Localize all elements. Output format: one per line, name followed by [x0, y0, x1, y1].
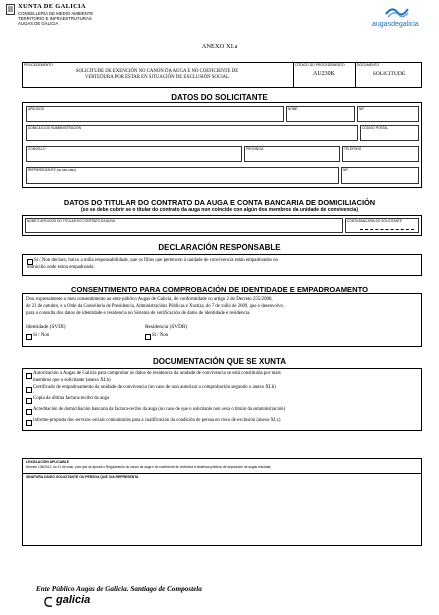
document-type: SOLICITUDE	[372, 71, 406, 77]
org-line-2: CONSELLERÍA DE MEDIO AMBIENTE	[18, 11, 94, 16]
doc-checkbox-2[interactable]	[26, 387, 32, 393]
doc-item-4: Acreditación de domiciliación bancaria da factura-recibo da auga (no caso de que o solicitante non sexa o titular da subministración)	[33, 407, 286, 412]
water-drop-icon	[384, 4, 410, 20]
legislation-text: Decreto 136/2012, do 31 de maio, polo que se aproba o Regulamento do canon da auga e do coeficiente de vertedura a sistemas públicos de depuración de augas residuais	[26, 465, 271, 469]
procedure-label: PROCEDEMENTO	[24, 63, 53, 67]
doc-item-1: Autorización a Augas de Galicia para comprobar os datos de residencia da unidade de convivencia se está constituída por máis	[33, 371, 281, 376]
doc-item-2: Certificado de empadroamento da unidade de convivencia (no caso de non autorizar a comprobación segundo o anexo XI.b)	[33, 385, 276, 390]
consent-line-1: Dou expresamente o meu consentimento ao ente público Augas de Galicia, de conformidade co artigo 2 do Decreto 255/2008,	[26, 297, 273, 302]
doc-checkbox-5[interactable]	[26, 420, 32, 426]
holder-section-title: DATOS DO TITULAR DO CONTRATO DA AUGA E CONTA BANCARIA DE DOMICILIACIÓN	[63, 198, 376, 207]
svdi-option: Si / Non	[33, 333, 50, 338]
bank-account-field[interactable]: CONTA BANCARIA DO SOLICITANTE	[345, 218, 419, 233]
province-field[interactable]: PROVINCIA	[244, 146, 340, 162]
consent-line-2: de 23 de outubro, e a Orde da Consellería de Presidencia, Administracións Públicas e Xustiza, do 7 de xullo de 2009, que o desenvolve,	[26, 304, 284, 309]
org-line-3: TERRITORIO E INFRAESTRUTURAS	[18, 16, 92, 21]
account-slots	[360, 229, 414, 230]
signature-label: SINATURA DA/DO SOLICITANTE OU PERSOA QUE O/A REPRESENTA	[26, 475, 139, 479]
legislation-label: LEXISLACIÓN APLICABLE	[26, 460, 70, 464]
legislation-box	[22, 458, 422, 546]
procedure-title-1: SOLICITUDE DE EXENCIÓN NO CANON DA AUGA E NO COEFICIENTE DE	[75, 69, 239, 74]
applicant-section-title: DATOS DO SOLICITANTE	[171, 93, 268, 102]
documentation-title: DOCUMENTACIÓN QUE SE XUNTA	[152, 357, 287, 366]
surname-field[interactable]: APELIDOS	[26, 106, 284, 122]
signature-area[interactable]	[26, 483, 418, 543]
svdi-checkbox[interactable]	[26, 334, 32, 340]
name-field[interactable]: NOME	[286, 106, 355, 122]
municipality-field[interactable]: CONCELLO	[26, 146, 242, 162]
declaration-box	[22, 254, 422, 276]
address-field[interactable]: DOMICILIO DO SUBMINISTRACIÓN	[26, 125, 358, 141]
holder-section-subtitle: (so se debe cubrir se o titular do contrato da auga non coincide con algún dos membros da unidade de convivencia)	[81, 207, 358, 213]
org-name: XUNTA DE GALICIA	[18, 3, 86, 10]
doc-item-1-cont: membros que o solicitante (anexo XI.b)	[33, 378, 111, 383]
doc-item-5: Informe-proposta dos servizos sociais comunitarios para a cualificación da condición de persoa en risco de exclusión (anexo XI.c)	[33, 418, 281, 423]
galicia-logo-text: galicia	[56, 594, 91, 606]
svdr-checkbox[interactable]	[145, 334, 151, 340]
annex-title: ANEXO XI.a	[201, 43, 238, 50]
doc-checkbox-4[interactable]	[26, 409, 32, 415]
postcode-field[interactable]: CÓDIGO POSTAL	[360, 125, 419, 141]
procedure-code: AU230K	[313, 71, 335, 77]
holder-name-field[interactable]: NOME E APELIDOS DO TITULAR DO CONTRATO DA AUGA	[25, 218, 343, 233]
doc-checkbox-1[interactable]	[26, 373, 32, 379]
representative-nif-field[interactable]: NIF	[341, 167, 419, 184]
declaration-line-1: Si / Non declaro, baixo a miña responsabilidade, que os fillos que pertencen á unidade de convivencia están empadroados no	[34, 258, 279, 263]
galicia-logo	[44, 594, 104, 612]
procedure-code-label: CÓDIGO DO PROCEDEMENTO	[295, 63, 345, 67]
nif-field[interactable]: NIF	[357, 106, 419, 122]
xunta-shield-icon	[6, 4, 15, 15]
procedure-title-2: VERTEDURA POR ESTAR EN SITUACIÓN DE EXCLUSIÓN SOCIAL	[84, 75, 230, 80]
procedure-box	[22, 62, 422, 88]
declaration-line-2: domicilio onde estou empadroado.	[27, 265, 95, 270]
footer-text: Ente Público Augas de Galicia. Santiago de Compostela	[36, 585, 202, 593]
phone-field[interactable]: TELÉFONO	[342, 146, 419, 162]
documentation-box	[22, 368, 422, 431]
consent-line-3: para a consulta dos datos de identidade e residencia no Sistema de verificación de datos de identidade e residencia.	[26, 311, 251, 316]
holder-box	[22, 215, 422, 236]
representative-field[interactable]: REPRESENTANTE (no seu caso)	[26, 167, 339, 184]
svdi-label: Identidade (SVDI)	[26, 324, 66, 330]
consent-box	[22, 293, 422, 347]
document-label: DOCUMENTO	[357, 63, 380, 67]
svdr-label: Residencia (SVDR)	[145, 324, 188, 330]
org-line-4: AUGAS DE GALICIA	[18, 21, 59, 26]
applicant-box	[22, 102, 422, 188]
augas-logo-text: augasdegalicia	[372, 21, 419, 28]
xunta-logo	[6, 3, 106, 35]
consent-title: CONSENTIMENTO PARA COMPROBACIÓN DE IDENTIDADE E EMPADROAMENTO	[70, 285, 368, 294]
declaration-title: DECLARACIÓN RESPONSABLE	[158, 243, 281, 252]
doc-checkbox-3[interactable]	[26, 398, 32, 404]
augas-logo	[370, 4, 430, 34]
svdr-option: Si / Non	[152, 333, 169, 338]
doc-item-3: Copia da última factura-recibo da auga	[33, 396, 110, 401]
galicia-swirl-icon	[44, 596, 54, 608]
